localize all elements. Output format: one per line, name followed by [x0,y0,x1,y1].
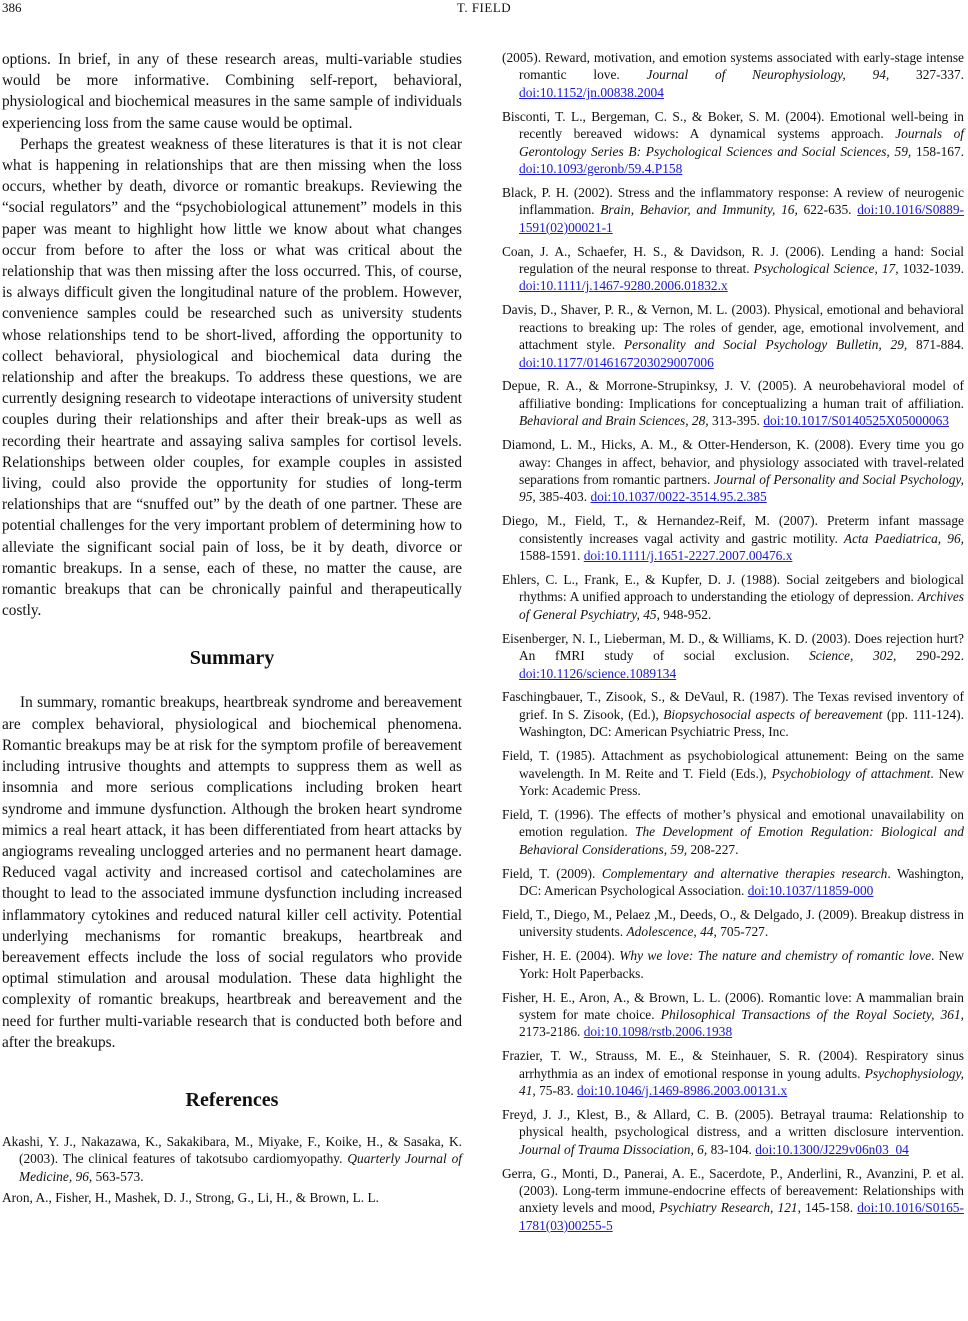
reference-item: Diego, M., Field, T., & Hernandez-Reif, M. (2007). Preterm infant massage consistently increases vagal activity and gastric motility. Acta Paediatrica, 96, 1588-1591. doi:10.1111/j.1651-2227.2007.00476.x [502,513,964,564]
body-paragraph: Perhaps the greatest weakness of these literatures is that it is not clear what is happening in relationships that are then missing when the loss occurs, whether by death, divorce or romantic breakups. Reviewing the “social regulators” and the “psychobiological attunement” models in this paper was meant to highlight how little we know about what changes occur from before to after the loss or what was critical about the relationship that was then missing after the loss occurred. This, of course, is always difficult given the longitudinal nature of the problem. However, convenience samples could be researched such as university students whose relationships tend to be short-lived, affording the opportunity to collect behavioral, physiological and biochemical data during the relationship and after the breakups. To address these questions, we are currently designing research to videotape interactions of university student couples during their relationships and after their break-ups as well as recording their heartrate and assaying saliva samples for cortisol levels. Relationships between older couples, for example couples in assisted living, could also provide the opportunity for studies of long-term relationships that are “snuffed out” by the death of one partner. These are potential challenges for the very important problem of determining how to alleviate the significant social pain of loss, be it by death, divorce or romantic breakups. In a sense, each of these, no matter the cause, are romantic breakups that can be chronically painful and therapeutically costly. [2,135,462,620]
reference-item: Coan, J. A., Schaefer, H. S., & Davidson, R. J. (2006). Lending a hand: Social regulation of the neural response to threat. Psychological Science, 17, 1032-1039. doi:10.1111/j.1467-9280.2006.01832.x [502,243,965,294]
reference-item: Bisconti, T. L., Bergeman, C. S., & Boker, S. M. (2004). Emotional well-being in recently bereaved widows: A dynamical systems approach. Journals of Gerontology Series B: Psychological Sciences and Social Sciences, 59, 158-167. doi:10.1093/geronb/59.4.P158 [502,108,964,176]
doi-link[interactable]: doi:10.1111/j.1651-2227.2007.00476.x [583,548,793,564]
reference-item: Freyd, J. J., Klest, B., & Allard, C. B. (2005). Betrayal trauma: Relationship to physical health, psychological distress, and a written disclosure intervention. Journal of Trauma Dissociation, 6, 83-104. doi:10.1300/J229v06n03_04 [502,1106,964,1157]
reference-item: Diamond, L. M., Hicks, A. M., & Otter-Henderson, K. (2008). Every time you go away: Changes in affect, behavior, and physiology associated with travel-related separations from romantic partners. Journal of Personality and Social Psychology, 95, 385-403. doi:10.1037/0022-3514.95.2.385 [502,437,964,505]
reference-item: Depue, R. A., & Morrone-Strupinksy, J. V. (2005). A neurobehavioral model of affiliative bonding: Implications for conceptualizing a human trait of affiliation. Behavioral and Brain Sciences, 28, 313-395. doi:10.1017/S0140525X05000063 [502,378,964,429]
reference-item: (2005). Reward, motivation, and emotion systems associated with early-stage intense romantic love. Journal of Neurophysiology, 94, 327-337. doi:10.1152/jn.00838.2004 [502,50,964,100]
summary-paragraph: In summary, romantic breakups, heartbreak syndrome and bereavement are complex behavioral, physiological and biochemical phenomena. Romantic breakups may be at risk for the symptom profile of bereavement including intrusive thoughts and attempts to suppress them as well as insomnia and more serious complications including broken heart syndrome and immune dysfunction. Although the broken heart syndrome mimics a real heart attack, it has been differentiated from heart attacks by angiograms revealing unclogged arteries and no permanent heart damage. Reduced vagal activity and increased cortisol and catecholamines are thought to lead to the associated immune dysfunction including increased inflammatory cytokines and reduced natural killer cell activity. Potential underlying mechanisms for romantic breakups, heartbreak and bereavement effects include the loss of social regulators who provide optimal stimulation and arousal modulation. These data highlight the complexity of romantic breakups, heartbreak and bereavement and the need for further multi-variable research that is conducted both before and after the breakups. [2,694,462,1051]
doi-link[interactable]: doi:10.1177/0146167203029007006 [519,354,714,370]
reference-item: Field, T., Diego, M., Pelaez ,M., Deeds, O., & Delgado, J. (2009). Breakup distress in university students. Adolescence, 44, 705-727. [502,906,964,940]
reference-item: Akashi, Y. J., Nakazawa, K., Sakakibara, M., Miyake, F., Koike, H., & Sasaka, K. (2003). The clinical features of takotsubo cardiomyopathy. Quarterly Journal of Medicine, 96, 563-573. [2,1133,463,1184]
references-heading: References [185,1088,279,1111]
body-paragraph: options. In brief, in any of these research areas, multi-variable studies would be more informative. Combining self-report, behavioral, physiological and biochemical measures in the same sample of individuals experiencing loss from the same cause would be optimal. [2,51,462,132]
doi-link[interactable]: doi:10.1016/S0165-1781(03)00255-5 [519,1200,964,1233]
running-title: T. FIELD [456,0,512,15]
references-list-right [502,49,964,1234]
doi-link[interactable]: doi:10.1046/j.1469-8986.2003.00131.x [577,1083,788,1099]
doi-link[interactable]: doi:10.1037/0022-3514.95.2.385 [590,489,767,505]
reference-item: Fisher, H. E. (2004). Why we love: The nature and chemistry of romantic love. New York: Holt Paperbacks. [502,948,964,981]
page-header [0,0,968,20]
reference-item: Black, P. H. (2002). Stress and the inflammatory response: A review of neurogenic inflammation. Brain, Behavior, and Immunity, 16, 622-635. doi:10.1016/S0889-1591(02)00021-1 [502,184,964,235]
references-list-left [2,1133,462,1207]
reference-item: Field, T. (1985). Attachment as psychobiological attunement: Being on the same wavelength. In M. Reite and T. Field (Eds.), Psychobiology of attachment. New York: Academic Press. [502,748,965,798]
reference-item: Aron, A., Fisher, H., Mashek, D. J., Strong, G., Li, H., & Brown, L. L. [2,1190,379,1206]
doi-link[interactable]: doi:10.1093/geronb/59.4.P158 [519,160,683,176]
reference-item: Davis, D., Shaver, P. R., & Vernon, M. L. (2003). Physical, emotional and behavioral reactions to breaking up: The roles of gender, age, emotional involvement, and attachment style. Personality and Social Psychology Bulletin, 29, 871-884. doi:10.1177/0146167203029007006 [502,302,965,370]
page-number: 386 [2,0,22,15]
reference-item: Fisher, H. E., Aron, A., & Brown, L. L. (2006). Romantic love: A mammalian brain system for mate choice. Philosophical Transactions of the Royal Society, 361, 2173-2186. doi:10.1098/rstb.2006.1938 [502,989,965,1040]
doi-link[interactable]: doi:10.1037/11859-000 [747,882,874,898]
doi-link[interactable]: doi:10.1111/j.1467-9280.2006.01832.x [519,278,728,294]
doi-link[interactable]: doi:10.1152/jn.00838.2004 [519,84,664,100]
reference-item: Ehlers, C. L., Frank, E., & Kupfer, D. J. (1988). Social zeitgebers and biological rhythms: A unified approach to understanding the etiology of depression. Archives of General Psychiatry, 45, 948-952. [502,571,964,622]
reference-item: Frazier, T. W., Strauss, M. E., & Steinhauer, S. R. (2004). Respiratory sinus arrhythmia as an index of emotional response in young adults. Psychophysiology, 41, 75-83. doi:10.1046/j.1469-8986.2003.00131.x [502,1048,964,1099]
doi-link[interactable]: doi:10.1016/S0889-1591(02)00021-1 [519,202,964,235]
reference-item: Field, T. (2009). Complementary and alternative therapies research. Washington, DC: American Psychological Association. doi:10.1037/11859-000 [502,865,964,898]
reference-item: Gerra, G., Monti, D., Panerai, A. E., Sacerdote, P., Anderlini, R., Avanzini, P. et al. (2003). Long-term immune-endocrine effects of bereavement: Relationships with anxiety levels and mood, Psychiatry Research, 121, 145-158. doi:10.1016/S0165-1781(03)00255-5 [502,1165,964,1233]
doi-link[interactable]: doi:10.1017/S0140525X05000063 [763,413,949,429]
doi-link[interactable]: doi:10.1300/J229v06n03_04 [755,1141,909,1157]
reference-item: Field, T. (1996). The effects of mother’s physical and emotional unavailability on emotion regulation. The Development of Emotion Regulation: Biological and Behavioral Considerations, 59, 208-227. [502,806,965,857]
left-column [2,49,462,1211]
reference-item: Faschingbauer, T., Zisook, S., & DeVaul, R. (1987). The Texas revised inventory of grief. In S. Zisook, (Ed.), Biopsychosocial aspects of bereavement (pp. 111-124). Washington, DC: American Psychiatric Press, Inc. [502,689,964,740]
right-column [502,49,964,1241]
reference-item: Eisenberger, N. I., Lieberman, M. D., & Williams, K. D. (2003). Does rejection hurt? An fMRI study of social exclusion. Science, 302, 290-292. doi:10.1126/science.1089134 [502,630,964,681]
doi-link[interactable]: doi:10.1126/science.1089134 [519,665,677,681]
summary-heading: Summary [189,647,275,670]
doi-link[interactable]: doi:10.1098/rstb.2006.1938 [583,1024,733,1040]
